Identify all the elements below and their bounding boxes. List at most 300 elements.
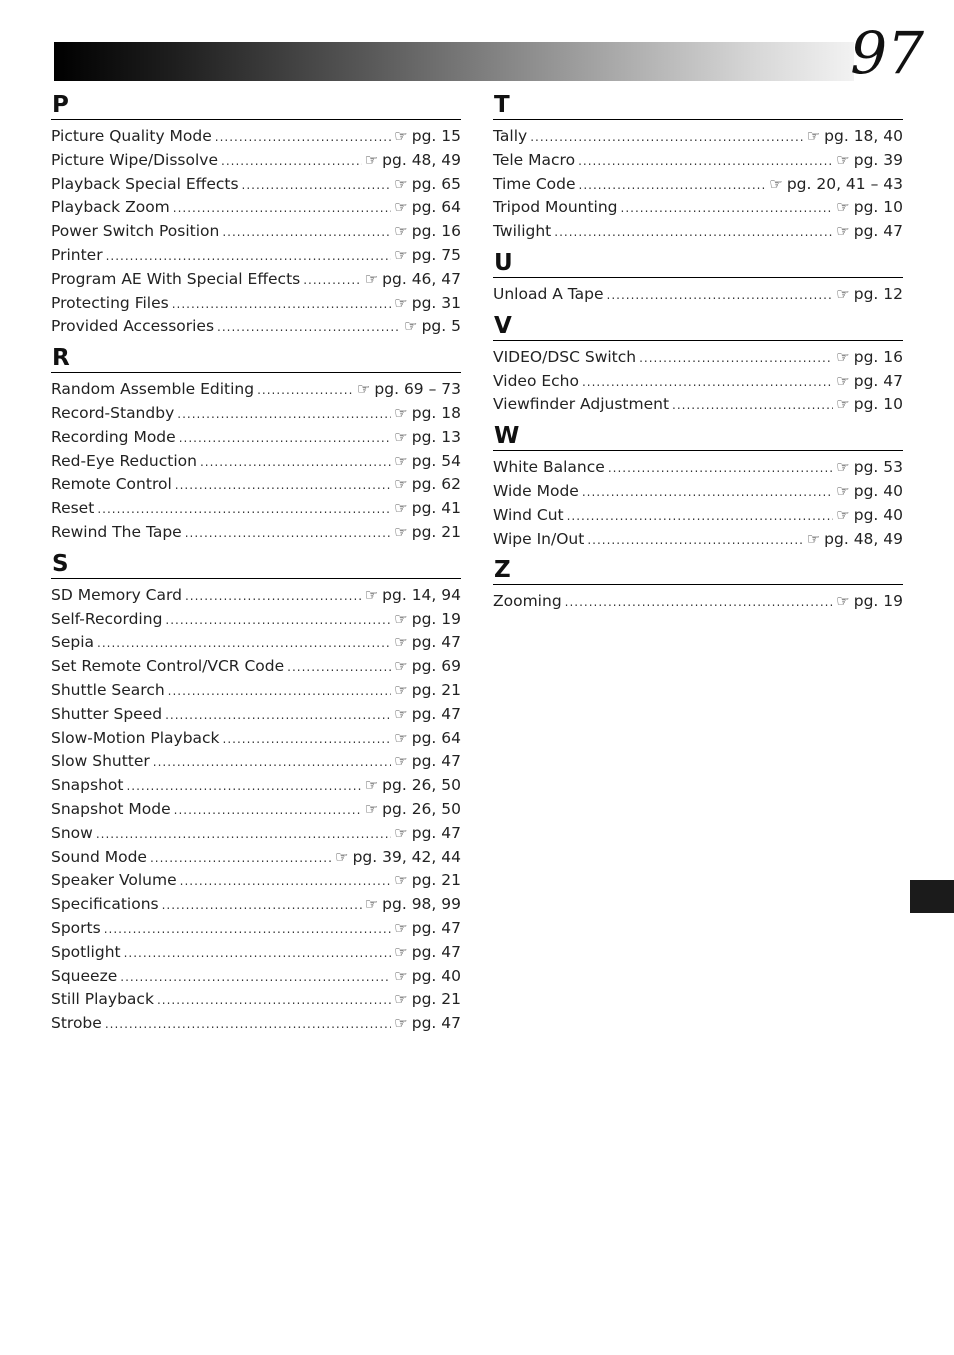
index-term: Wide Mode (493, 481, 579, 500)
pointing-hand-icon: ☞ (394, 427, 408, 446)
index-term: Speaker Volume (51, 871, 177, 890)
index-term: Reset (51, 499, 95, 518)
page-reference (833, 456, 903, 480)
index-term: Program AE With Special Effects (51, 269, 301, 288)
section-letter-heading: T (493, 92, 903, 120)
page-reference-text: pg. 64 (411, 198, 461, 217)
page-reference-text: pg. 75 (411, 245, 461, 264)
dot-leader (97, 632, 391, 656)
dot-leader (578, 150, 833, 174)
index-section (51, 551, 461, 1042)
pointing-hand-icon: ☞ (836, 458, 850, 477)
index-term: Picture Wipe/Dissolve (51, 150, 219, 169)
page-reference-text: pg. 62 (411, 475, 461, 494)
page-reference (391, 727, 461, 751)
index-term: Shutter Speed (51, 704, 163, 723)
page-reference (766, 173, 903, 197)
dot-leader (175, 474, 392, 498)
index-term: Specifications (51, 895, 159, 914)
page-reference (833, 393, 903, 417)
page-reference (833, 196, 903, 220)
page-reference-text: pg. 39 (853, 150, 903, 169)
page-reference-text: pg. 21 (411, 680, 461, 699)
index-entry (51, 917, 461, 941)
index-term: Sports (51, 918, 101, 937)
page-reference (391, 244, 461, 268)
index-term: Snow (51, 823, 93, 842)
pointing-hand-icon: ☞ (769, 174, 783, 193)
index-term: Playback Zoom (51, 198, 170, 217)
pointing-hand-icon: ☞ (806, 529, 821, 548)
page-reference-text: pg. 21 (411, 522, 461, 541)
index-entry (493, 456, 903, 480)
section-letter-heading: U (493, 250, 903, 278)
pointing-hand-icon: ☞ (394, 871, 408, 890)
index-term: Viewfinder Adjustment (493, 395, 670, 414)
dot-leader (579, 174, 767, 198)
pointing-hand-icon: ☞ (394, 704, 408, 723)
page-reference (391, 497, 461, 521)
pointing-hand-icon: ☞ (364, 150, 379, 169)
dot-leader (582, 481, 833, 505)
index-term: Twilight (493, 222, 552, 241)
index-term: Shuttle Search (51, 680, 165, 699)
index-entry (51, 315, 461, 339)
pointing-hand-icon: ☞ (394, 127, 408, 145)
section-thumb-tab (910, 880, 954, 913)
index-entry (51, 869, 461, 893)
entry-list (51, 373, 461, 551)
pointing-hand-icon: ☞ (394, 752, 408, 771)
index-term: Snapshot Mode (51, 799, 171, 818)
pointing-hand-icon: ☞ (394, 293, 408, 312)
page-reference-text: pg. 5 (421, 317, 461, 336)
page-reference (391, 822, 461, 846)
page-reference (833, 480, 903, 504)
index-term: Picture Quality Mode (51, 127, 212, 145)
pointing-hand-icon: ☞ (836, 347, 850, 366)
index-term: Snapshot (51, 776, 124, 795)
index-entry (51, 703, 461, 727)
dot-leader (153, 751, 391, 775)
pointing-hand-icon: ☞ (394, 609, 408, 628)
index-entry (493, 196, 903, 220)
page-reference (391, 402, 461, 426)
page-reference (391, 608, 461, 632)
pointing-hand-icon: ☞ (394, 403, 408, 422)
page-reference-text: pg. 16 (411, 222, 461, 241)
page-reference-text: pg. 53 (853, 458, 903, 477)
page-reference (391, 631, 461, 655)
index-entry (493, 173, 903, 197)
pointing-hand-icon: ☞ (394, 918, 408, 937)
pointing-hand-icon: ☞ (836, 222, 850, 241)
page-reference (391, 1012, 461, 1036)
index-entry (51, 268, 461, 292)
pointing-hand-icon: ☞ (836, 395, 850, 414)
index-column-left (51, 92, 461, 1042)
index-term: Self-Recording (51, 609, 163, 628)
entry-list (493, 341, 903, 423)
page-number: 97 (850, 19, 924, 87)
pointing-hand-icon: ☞ (394, 942, 408, 961)
dot-leader (124, 942, 392, 966)
dot-leader (106, 245, 392, 269)
page-reference-text: pg. 19 (853, 592, 903, 611)
page-reference-text: pg. 47 (411, 918, 461, 937)
page-reference (391, 869, 461, 893)
index-entry (51, 584, 461, 608)
dot-leader (565, 591, 834, 615)
dot-leader (287, 656, 391, 680)
pointing-hand-icon: ☞ (836, 284, 850, 303)
section-letter-heading: W (493, 423, 903, 451)
index-term: SD Memory Card (51, 585, 182, 604)
pointing-hand-icon: ☞ (364, 799, 379, 818)
index-term: Time Code (493, 174, 576, 193)
index-entry (51, 1012, 461, 1036)
page-reference (401, 315, 461, 339)
dot-leader (607, 284, 834, 308)
dot-leader (242, 174, 392, 198)
pointing-hand-icon: ☞ (394, 657, 408, 676)
page-reference-text: pg. 12 (853, 284, 903, 303)
page-reference-text: pg. 40 (411, 966, 461, 985)
index-term: Power Switch Position (51, 222, 220, 241)
index-entry (493, 393, 903, 417)
index-term: Playback Special Effects (51, 174, 239, 193)
page-reference-text: pg. 98, 99 (382, 895, 461, 914)
dot-leader (582, 371, 833, 395)
index-term: VIDEO/DSC Switch (493, 347, 637, 366)
dot-leader (173, 197, 392, 221)
index-term: Unload A Tape (493, 284, 604, 303)
index-entry (493, 504, 903, 528)
index-entry (493, 346, 903, 370)
pointing-hand-icon: ☞ (394, 475, 408, 494)
dot-leader (157, 989, 391, 1013)
index-entry (51, 497, 461, 521)
index-term: Still Playback (51, 990, 154, 1009)
index-section (493, 313, 903, 423)
page-reference (833, 220, 903, 244)
index-section (493, 250, 903, 313)
index-term: Slow-Motion Playback (51, 728, 220, 747)
index-entry (51, 846, 461, 870)
index-term: Printer (51, 245, 103, 264)
page-reference (354, 378, 461, 402)
header-gradient-bar (54, 42, 854, 81)
page-reference (833, 149, 903, 173)
dot-leader (672, 394, 833, 418)
page-reference (391, 750, 461, 774)
index-term: Slow Shutter (51, 752, 150, 771)
index-entry (51, 893, 461, 917)
dot-leader (179, 427, 392, 451)
page-reference (362, 149, 461, 173)
page-reference-text: pg. 47 (411, 1014, 461, 1033)
page-reference-text: pg. 26, 50 (382, 776, 461, 795)
index-entry (51, 631, 461, 655)
entry-list (493, 120, 903, 250)
index-section (493, 557, 903, 620)
index-entry (51, 774, 461, 798)
pointing-hand-icon: ☞ (394, 174, 408, 193)
pointing-hand-icon: ☞ (364, 585, 379, 604)
dot-leader (554, 221, 833, 245)
page-reference (391, 917, 461, 941)
page-reference-text: pg. 14, 94 (382, 585, 461, 604)
index-term: White Balance (493, 458, 605, 477)
index-term: Wipe In/Out (493, 529, 585, 548)
page-reference-text: pg. 47 (411, 633, 461, 652)
index-entry (51, 220, 461, 244)
page-reference-text: pg. 64 (411, 728, 461, 747)
pointing-hand-icon: ☞ (836, 481, 850, 500)
index-entry (51, 426, 461, 450)
index-term: Red-Eye Reduction (51, 451, 197, 470)
page-reference (833, 346, 903, 370)
index-entry (493, 149, 903, 173)
index-entry (51, 679, 461, 703)
index-term: Provided Accessories (51, 317, 215, 336)
index-term: Strobe (51, 1014, 102, 1033)
pointing-hand-icon: ☞ (394, 499, 408, 518)
index-term: Zooming (493, 592, 562, 611)
page-reference-text: pg. 19 (411, 609, 461, 628)
pointing-hand-icon: ☞ (836, 592, 850, 611)
dot-leader (126, 775, 361, 799)
index-entry (51, 988, 461, 1012)
dot-leader (165, 609, 391, 633)
page-reference-text: pg. 69 – 73 (374, 380, 461, 399)
index-entry (51, 473, 461, 497)
section-letter-heading: V (493, 313, 903, 341)
page-reference (391, 292, 461, 316)
page-reference-text: pg. 31 (411, 293, 461, 312)
page-reference-text: pg. 20, 41 – 43 (786, 174, 903, 193)
dot-leader (177, 403, 391, 427)
page-reference-text: pg. 41 (411, 499, 461, 518)
dot-leader (105, 1013, 391, 1037)
dot-leader (257, 379, 354, 403)
page-reference-text: pg. 39, 42, 44 (352, 847, 461, 866)
index-term: Sound Mode (51, 847, 147, 866)
pointing-hand-icon: ☞ (404, 317, 418, 336)
page-reference (833, 504, 903, 528)
pointing-hand-icon: ☞ (836, 371, 850, 390)
index-term: Tally (493, 127, 528, 145)
index-entry (493, 125, 903, 149)
page-reference (391, 965, 461, 989)
page-reference-text: pg. 40 (853, 481, 903, 500)
page-reference-text: pg. 54 (411, 451, 461, 470)
index-section (493, 423, 903, 557)
index-term: Protecting Files (51, 293, 169, 312)
page-reference (833, 590, 903, 614)
dot-leader (217, 316, 401, 340)
page-reference (391, 679, 461, 703)
page-reference-text: pg. 47 (411, 942, 461, 961)
pointing-hand-icon: ☞ (836, 505, 850, 524)
page-reference (362, 584, 461, 608)
pointing-hand-icon: ☞ (364, 895, 379, 914)
dot-leader (120, 966, 391, 990)
pointing-hand-icon: ☞ (394, 966, 408, 985)
page-reference (833, 283, 903, 307)
page-reference (391, 196, 461, 220)
index-entry (493, 283, 903, 307)
index-term: Rewind The Tape (51, 522, 182, 541)
pointing-hand-icon: ☞ (394, 990, 408, 1009)
index-term: Random Assemble Editing (51, 380, 255, 399)
dot-leader (180, 870, 392, 894)
entry-list (493, 278, 903, 313)
page-reference (391, 473, 461, 497)
page-reference (391, 655, 461, 679)
pointing-hand-icon: ☞ (394, 245, 408, 264)
page-reference-text: pg. 16 (853, 347, 903, 366)
pointing-hand-icon: ☞ (836, 150, 850, 169)
pointing-hand-icon: ☞ (394, 680, 408, 699)
index-entry (51, 798, 461, 822)
dot-leader (530, 126, 804, 150)
page-reference (391, 941, 461, 965)
index-entry (51, 521, 461, 545)
dot-leader (215, 126, 392, 150)
page-reference-text: pg. 10 (853, 395, 903, 414)
dot-leader (587, 529, 803, 553)
index-entry (51, 822, 461, 846)
pointing-hand-icon: ☞ (335, 847, 349, 866)
dot-leader (172, 293, 392, 317)
page-reference-text: pg. 18, 40 (824, 127, 903, 145)
dot-leader (639, 347, 833, 371)
index-term: Tele Macro (493, 150, 576, 169)
index-term: Recording Mode (51, 427, 176, 446)
pointing-hand-icon: ☞ (394, 1014, 408, 1033)
index-entry (51, 125, 461, 149)
index-term: Wind Cut (493, 505, 564, 524)
page-reference (362, 893, 461, 917)
dot-leader (165, 704, 391, 728)
page-reference-text: pg. 47 (411, 704, 461, 723)
dot-leader (185, 585, 362, 609)
page-reference (833, 370, 903, 394)
page-reference (362, 798, 461, 822)
dot-leader (621, 197, 834, 221)
pointing-hand-icon: ☞ (394, 522, 408, 541)
index-entry (51, 965, 461, 989)
page-reference-text: pg. 65 (411, 174, 461, 193)
pointing-hand-icon: ☞ (394, 633, 408, 652)
page-reference-text: pg. 10 (853, 198, 903, 217)
index-term: Squeeze (51, 966, 118, 985)
pointing-hand-icon: ☞ (806, 127, 821, 145)
section-letter-heading: P (51, 92, 461, 120)
index-entry (493, 480, 903, 504)
pointing-hand-icon: ☞ (394, 823, 408, 842)
dot-leader (223, 728, 392, 752)
index-section (51, 345, 461, 551)
index-term: Record-Standby (51, 403, 175, 422)
dot-leader (221, 150, 362, 174)
page-reference (362, 774, 461, 798)
index-entry (493, 220, 903, 244)
index-entry (51, 244, 461, 268)
index-column-right (493, 92, 903, 620)
page-reference-text: pg. 13 (411, 427, 461, 446)
index-entry (51, 402, 461, 426)
pointing-hand-icon: ☞ (364, 776, 379, 795)
index-entry (51, 292, 461, 316)
index-term: Video Echo (493, 371, 579, 390)
page-reference (391, 988, 461, 1012)
index-entry (51, 941, 461, 965)
pointing-hand-icon: ☞ (394, 451, 408, 470)
index-entry (51, 727, 461, 751)
index-term: Set Remote Control/VCR Code (51, 657, 285, 676)
index-entry (493, 590, 903, 614)
pointing-hand-icon: ☞ (364, 269, 379, 288)
page-reference (391, 450, 461, 474)
pointing-hand-icon: ☞ (836, 198, 850, 217)
page-reference-text: pg. 21 (411, 990, 461, 1009)
index-entry (51, 750, 461, 774)
index-section (51, 92, 461, 345)
dot-leader (97, 498, 391, 522)
index-entry (51, 149, 461, 173)
section-letter-heading: Z (493, 557, 903, 585)
index-entry (51, 655, 461, 679)
page-reference (362, 268, 461, 292)
page-reference-text: pg. 48, 49 (382, 150, 461, 169)
section-letter-heading: S (51, 551, 461, 579)
index-term: Remote Control (51, 475, 172, 494)
index-entry (51, 450, 461, 474)
index-term: Tripod Mounting (493, 198, 618, 217)
dot-leader (174, 799, 362, 823)
page-reference-text: pg. 69 (411, 657, 461, 676)
page-reference (391, 125, 461, 149)
page-reference-text: pg. 18 (411, 403, 461, 422)
dot-leader (162, 894, 362, 918)
index-term: Spotlight (51, 942, 121, 961)
page-reference (391, 426, 461, 450)
page-reference-text: pg. 40 (853, 505, 903, 524)
page-reference (804, 528, 903, 552)
page-reference-text: pg. 48, 49 (824, 529, 903, 548)
page-reference (391, 703, 461, 727)
entry-list (51, 579, 461, 1042)
dot-leader (200, 451, 391, 475)
dot-leader (303, 269, 361, 293)
page-reference-text: pg. 26, 50 (382, 799, 461, 818)
pointing-hand-icon: ☞ (394, 198, 408, 217)
dot-leader (96, 823, 391, 847)
page-reference-text: pg. 47 (411, 823, 461, 842)
pointing-hand-icon: ☞ (356, 380, 371, 399)
dot-leader (168, 680, 392, 704)
index-entry (51, 173, 461, 197)
page-reference-text: pg. 15 (411, 127, 461, 145)
page-reference (391, 521, 461, 545)
page-reference (391, 173, 461, 197)
page-reference-text: pg. 21 (411, 871, 461, 890)
index-entry (51, 378, 461, 402)
index-entry (51, 608, 461, 632)
index-section (493, 92, 903, 250)
